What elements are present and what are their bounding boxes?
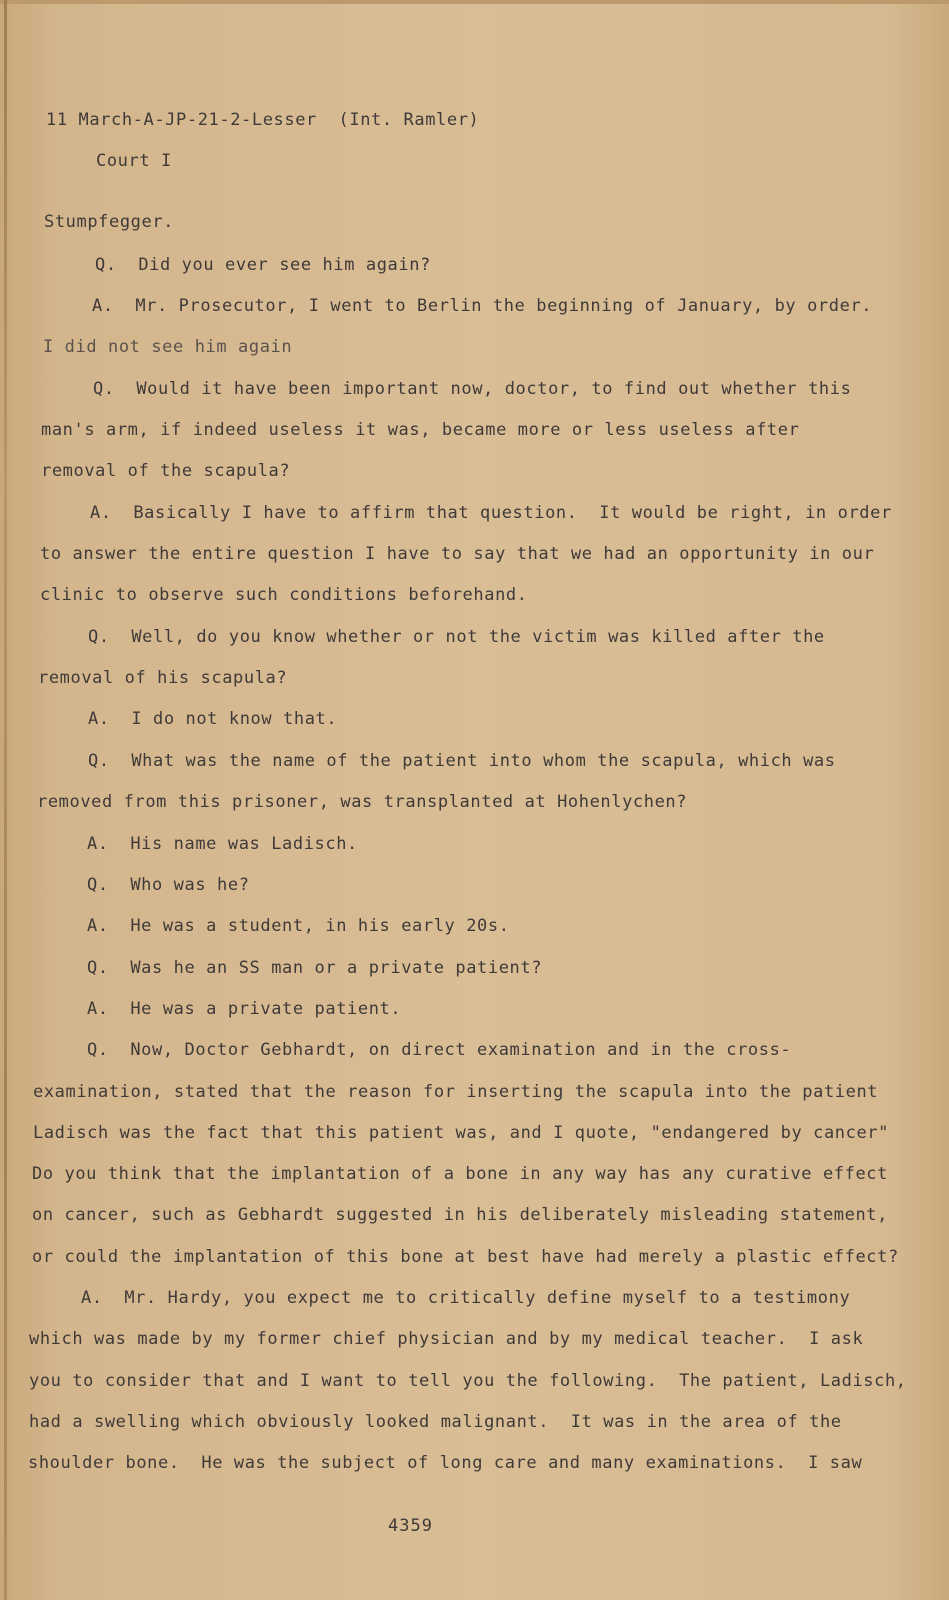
- transcript-line: Q. Now, Doctor Gebhardt, on direct examination and in the cross-: [87, 1040, 792, 1060]
- transcript-line: Q. Would it have been important now, doctor, to find out whether this: [93, 379, 852, 399]
- document-header: 11 March-A-JP-21-2-Lesser (Int. Ramler): [46, 110, 480, 130]
- transcript-line: you to consider that and I want to tell you the following. The patient, Ladisch,: [29, 1371, 907, 1391]
- transcript-line: had a swelling which obviously looked malignant. It was in the area of the: [29, 1412, 842, 1432]
- transcript-line: Ladisch was the fact that this patient was, and I quote, "endangered by cancer": [33, 1123, 889, 1143]
- transcript-line: Q. What was the name of the patient into whom the scapula, which was: [88, 751, 836, 771]
- page-left-edge: [4, 0, 7, 1600]
- transcript-line: A. He was a private patient.: [87, 999, 402, 1019]
- transcript-line: A. Basically I have to affirm that question. It would be right, in order: [90, 503, 892, 523]
- transcript-line: Q. Was he an SS man or a private patient?: [87, 958, 543, 978]
- transcript-line: removed from this prisoner, was transplanted at Hohenlychen?: [37, 792, 688, 812]
- transcript-line: I did not see him again: [43, 337, 293, 357]
- transcript-line: Q. Who was he?: [87, 875, 250, 895]
- transcript-line: Q. Did you ever see him again?: [95, 255, 431, 275]
- transcript-line: clinic to observe such conditions beforehand.: [40, 585, 528, 605]
- witness-name: Stumpfegger.: [44, 212, 175, 232]
- transcript-line: examination, stated that the reason for inserting the scapula into the patient: [33, 1082, 879, 1102]
- transcript-line: removal of his scapula?: [38, 668, 288, 688]
- transcript-line: to answer the entire question I have to say that we had an opportunity in our: [40, 544, 875, 564]
- transcript-line: A. His name was Ladisch.: [87, 834, 358, 854]
- transcript-line: which was made by my former chief physician and by my medical teacher. I ask: [29, 1329, 864, 1349]
- transcript-line: removal of the scapula?: [41, 461, 291, 481]
- court-label: Court I: [96, 151, 172, 171]
- transcript-line: A. He was a student, in his early 20s.: [87, 916, 510, 936]
- transcript-line: A. Mr. Hardy, you expect me to critically define myself to a testimony: [81, 1288, 851, 1308]
- page-top-edge: [0, 0, 949, 4]
- page-number: 4359: [388, 1516, 433, 1536]
- transcript-line: Q. Well, do you know whether or not the victim was killed after the: [88, 627, 825, 647]
- transcript-line: A. I do not know that.: [88, 709, 338, 729]
- transcript-line: man's arm, if indeed useless it was, became more or less useless after: [41, 420, 800, 440]
- transcript-line: on cancer, such as Gebhardt suggested in his deliberately misleading statement,: [32, 1205, 888, 1225]
- transcript-line: or could the implantation of this bone at best have had merely a plastic effect?: [32, 1247, 899, 1267]
- transcript-line: A. Mr. Prosecutor, I went to Berlin the beginning of January, by order.: [92, 296, 873, 316]
- transcript-line: shoulder bone. He was the subject of long care and many examinations. I saw: [28, 1453, 863, 1473]
- transcript-line: Do you think that the implantation of a bone in any way has any curative effect: [32, 1164, 888, 1184]
